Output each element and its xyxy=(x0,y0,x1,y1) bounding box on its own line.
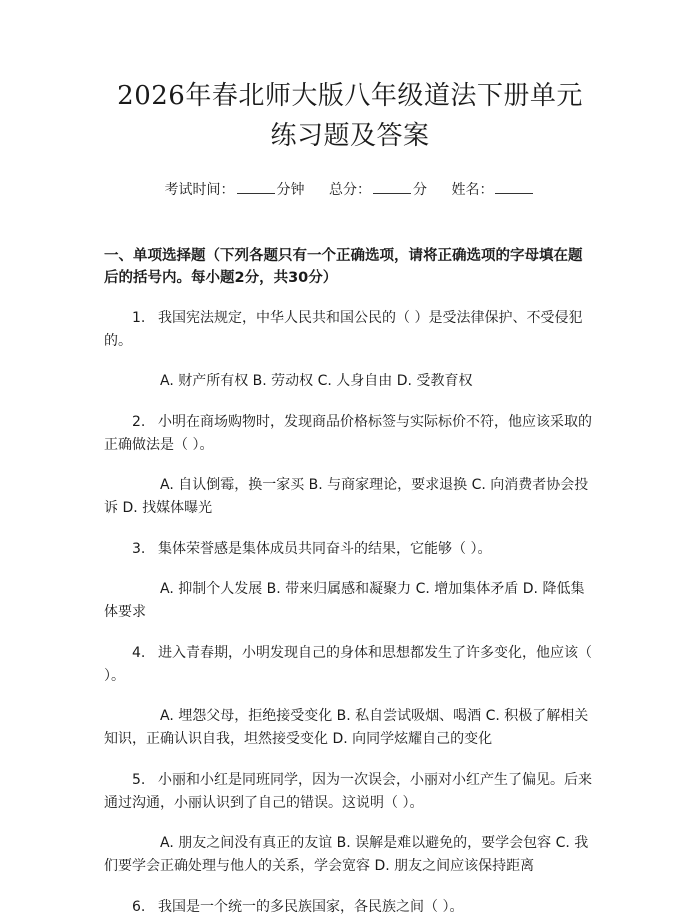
question-number: 4. xyxy=(132,645,146,661)
section-heading: 一、单项选择题（下列各题只有一个正确选项，请将正确选项的字母填在题后的括号内。每小题2分，共30分） xyxy=(104,248,583,286)
question-number: 5. xyxy=(132,772,146,788)
question-number: 2. xyxy=(132,414,146,430)
question-3 xyxy=(104,538,596,561)
question-text: 进入青春期，小明发现自己的身体和思想都发生了许多变化，他应该（ ）。 xyxy=(104,645,592,684)
question-number: 3. xyxy=(132,541,146,557)
exam-score-blank xyxy=(373,181,411,194)
question-6 xyxy=(104,896,596,919)
exam-time-unit: 分钟 xyxy=(276,182,305,198)
question-text: 我国是一个统一的多民族国家，各民族之间（ ）。 xyxy=(158,899,464,915)
question-text: 小明在商场购物时，发现商品价格标签与实际标价不符，他应该采取的正确做法是（ ）。 xyxy=(104,414,592,453)
question-4-options: A. 埋怨父母，拒绝接受变化 B. 私自尝试吸烟、喝酒 C. 积极了解相关知识，正确认识自我，坦然接受变化 D. 向同学炫耀自己的变化 xyxy=(104,708,589,747)
question-5-options: A. 朋友之间没有真正的友谊 B. 误解是难以避免的，要学会包容 C. 我们要学会正确处理与他人的关系，学会宽容 D. 朋友之间应该保持距离 xyxy=(104,835,589,874)
question-number: 6. xyxy=(132,899,146,915)
question-3-options: A. 抑制个人发展 B. 带来归属感和凝聚力 C. 增加集体矛盾 D. 降低集体要求 xyxy=(104,581,585,620)
exam-time-blank xyxy=(237,181,275,194)
exam-name-label: 姓名： xyxy=(451,182,494,198)
question-number: 1. xyxy=(132,310,146,326)
question-text: 我国宪法规定，中华人民共和国公民的（ ）是受法律保护、不受侵犯的。 xyxy=(104,310,583,349)
question-4 xyxy=(104,642,596,688)
exam-meta xyxy=(104,180,596,200)
exam-score xyxy=(329,180,427,200)
document-title: 2026年春北师大版八年级道法下册单元练习题及答案 xyxy=(117,81,583,151)
question-text: 小丽和小红是同班同学，因为一次误会，小丽对小红产生了偏见。后来通过沟通，小丽认识到了自己的错误。这说明（ ）。 xyxy=(104,772,592,811)
question-1 xyxy=(104,307,596,353)
question-5 xyxy=(104,769,596,815)
exam-score-label: 总分： xyxy=(329,182,371,198)
exam-name-blank xyxy=(495,181,533,194)
question-2-options: A. 自认倒霉，换一家买 B. 与商家理论，要求退换 C. 向消费者协会投诉 D. 找媒体曝光 xyxy=(104,477,589,516)
exam-time-label: 考试时间： xyxy=(164,182,235,198)
exam-name xyxy=(451,180,535,200)
question-1-options: A. 财产所有权 B. 劳动权 C. 人身自由 D. 受教育权 xyxy=(160,373,473,389)
question-text: 集体荣誉感是集体成员共同奋斗的结果，它能够（ ）。 xyxy=(158,541,492,557)
exam-time xyxy=(165,180,305,200)
question-2 xyxy=(104,411,596,457)
exam-score-unit: 分 xyxy=(413,182,427,198)
